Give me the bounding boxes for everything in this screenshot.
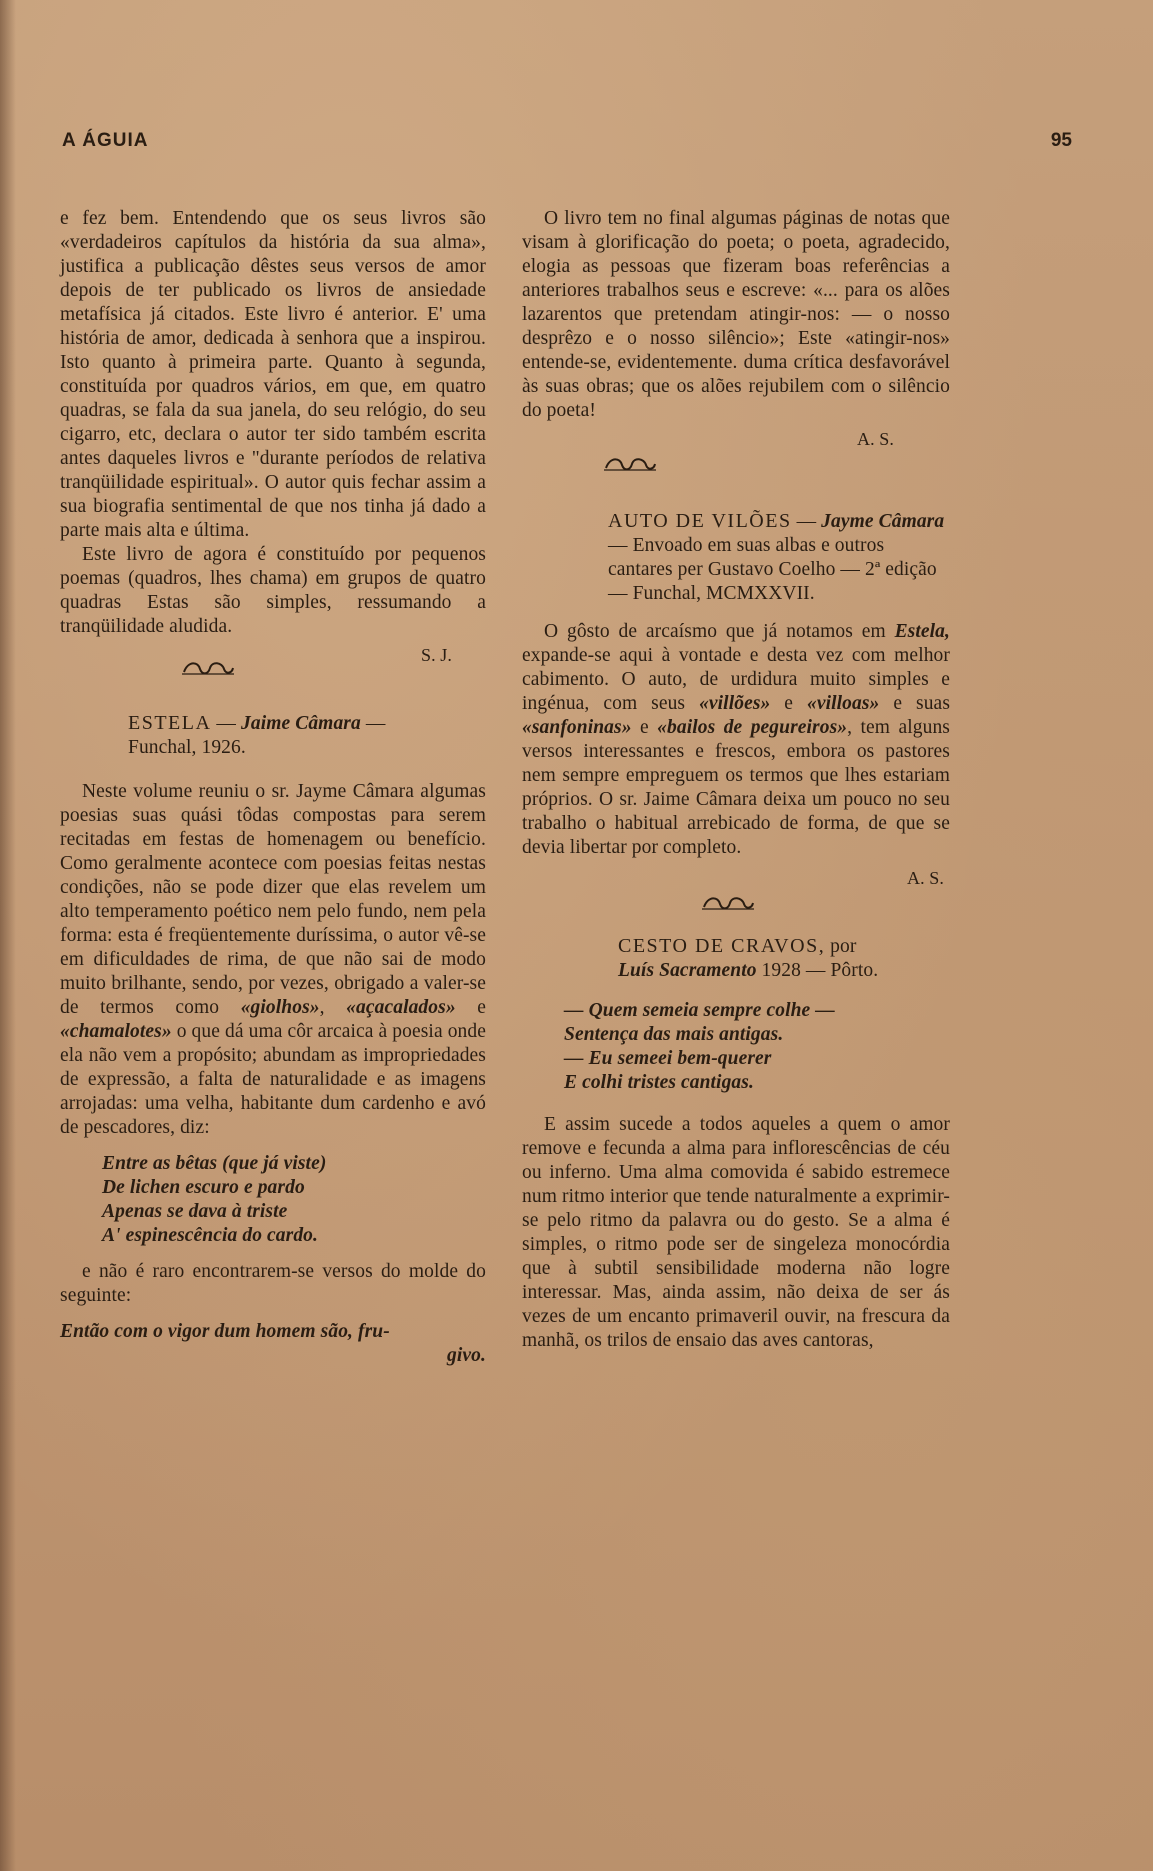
paragraph: Neste volume reuniu o sr. Jayme Câmara algumas poesias suas quási tôdas compostas para serem recitadas em festas de homenagem ou benefício. Como geralmente acontece com poesias feitas nestas condições, não se pode dizer que elas revelem um alto temperamento poético nem pelo fundo, nem pela forma: esta é freqüentemente duríssima, o autor vê-se em dificuldades de rima, de que não sai de modo muito brilhante, sendo, por vezes, obrigado a valer-se de termos como «giolhos», «açacalados» e «chamalotes» o que dá uma côr arcaica à poesia onde ela não vem a propósito; abundam as impropriedades de expressão, a falta de naturalidade e as imagens arrojadas: uma velha, habitante dum cardenho e avó de pescadores, diz: <box>60 781 487 1138</box>
verse-line: Apenas se dava à triste <box>102 1201 288 1222</box>
paragraph: O livro tem no final algumas páginas de notas que visam à glorificação do poeta; o poeta, agradecido, elogia as pessoas que fizeram boas referências a anteriores trabalhos seus e escreve: «... para os alões lazarentos que pretendam atingir-nos: — o nosso desprêzo e o nosso silêncio»; Este «atingir-nos» entende-se, evidentemente. duma crítica desfavorável às suas obras; que os alões rejubilem com o silêncio do poeta! <box>522 208 950 421</box>
paragraph: E assim sucede a todos aqueles a quem o amor remove e fecunda a alma para inflorescências de céu ou inferno. Uma alma comovida é sabido estremece num ritmo interior que tende naturalmente a exprimir-se pelo ritmo da palavra ou do gesto. Se a alma é simples, o ritmo pode ser de singeleza monocórdia que à subtil sensibilidade moderna não logre interessar. Mas, ainda assim, não deixa de ser ás vezes de um encanto primaveril ouvir, na frescura da manhã, os trilos de ensaio das aves cantoras, <box>522 1114 950 1351</box>
term: «açacalados» <box>346 997 456 1018</box>
paragraph: O gôsto de arcaísmo que já notamos em Estela, expande-se aqui à vontade e desta vez com melhor cabimento. O auto, de urdidura muito simples e ingénua, com seus «villões» e «villoas» e suas «sanfoninas» e «bailos de pegureiros», tem alguns versos interessantes e frescos, embora os pastores nem sempre empreguem os termos que lhes estariam próprios. O sr. Jaime Câmara deixa um pouco no seu trabalho o habitual arrebicado de forma, de que se devia libertar por completo. <box>522 621 951 858</box>
left-column <box>60 207 486 1368</box>
signature-row <box>60 643 486 695</box>
book-title: CESTO DE CRAVOS, <box>618 935 826 957</box>
right-column <box>522 207 950 1353</box>
ornament-icon <box>178 657 238 679</box>
page-gutter-shadow <box>0 0 16 1871</box>
ornament-icon <box>698 892 758 914</box>
verse-line: Então com o vigor dum homem são, fru- <box>60 1321 390 1342</box>
verse-line: Entre as bêtas (que já viste) <box>102 1153 327 1174</box>
paragraph: Este livro de agora é constituído por pequenos poemas (quadros, lhes chama) em grupos de quatro quadras Estas são simples, ressumando a tranqüilidade aludida. <box>60 544 486 637</box>
book-title: ESTELA <box>128 712 212 734</box>
verse-line: Sentença das mais antigas. <box>564 1024 784 1045</box>
verse-quote <box>102 1152 486 1248</box>
term: «villões» <box>699 693 771 714</box>
signature: A. S. <box>906 868 944 888</box>
book-title: AUTO DE VILÕES <box>608 510 792 532</box>
term: Estela, <box>894 621 950 642</box>
running-head <box>62 130 1072 160</box>
term: «giolhos» <box>240 997 320 1018</box>
review-heading: AUTO DE VILÕES — Jayme Câmara — Envoado em suas albas e outros cantares per Gustavo Coelho — 2ª edição — Funchal, MCMXXVII. <box>608 510 945 604</box>
signature-row <box>522 864 950 920</box>
book-author: Jaime Câmara <box>241 713 361 734</box>
signature: A. S. <box>856 429 894 449</box>
verse-line: — Eu semeei bem-querer <box>564 1048 772 1069</box>
review-heading: ESTELA — Jaime Câmara — Funchal, 1926. <box>128 712 386 758</box>
paragraph: e fez bem. Entendendo que os seus livros são «verdadeiros capítulos da história da sua alma», justifica a publicação dêstes seus versos de amor depois de ter publicado os livros de ansiedade metafísica já citados. Este livro é anterior. E' uma história de amor, dedicada à senhora que a inspirou. Isto quanto à primeira parte. Quanto à segunda, constituída por quadros vários, em que, em quatro quadras, se fala da sua janela, do seu relógio, do seu cigarro, etc, declara o autor ter sido também escrita antes daqueles livros e "durante períodos de relativa tranqüilidade espiritual». O autor quis fechar assim a sua biografia sentimental de que nos tinha já dado a parte mais alta e última. <box>60 208 486 541</box>
signature: S. J. <box>420 645 452 665</box>
ornament-icon <box>600 453 660 475</box>
verse-line: givo. <box>447 1345 486 1366</box>
book-author: Jayme Câmara <box>821 511 945 532</box>
term: «chamalotes» <box>60 1021 172 1042</box>
page-number: 95 <box>1050 130 1072 151</box>
signature-row <box>522 427 950 479</box>
paragraph: e não é raro encontrarem-se versos do molde do seguinte: <box>60 1261 486 1306</box>
term: «villoas» <box>807 693 880 714</box>
verse-quote <box>564 999 950 1095</box>
term: «sanfoninas» <box>522 717 632 738</box>
verse-line: A' espinescência do cardo. <box>102 1225 318 1246</box>
verse-line: De lichen escuro e pardo <box>102 1177 305 1198</box>
book-author: Luís Sacramento <box>618 960 757 981</box>
review-heading: CESTO DE CRAVOS, por Luís Sacramento 1928 — Pôrto. <box>618 935 879 981</box>
verse-line: E colhi tristes cantigas. <box>564 1072 754 1093</box>
journal-title: A ÁGUIA <box>62 130 149 151</box>
term: «bailos de pegureiros» <box>657 717 848 738</box>
verse-line: — Quem semeia sempre colhe — <box>564 1000 835 1021</box>
book-place: Funchal, 1926. <box>128 737 246 758</box>
